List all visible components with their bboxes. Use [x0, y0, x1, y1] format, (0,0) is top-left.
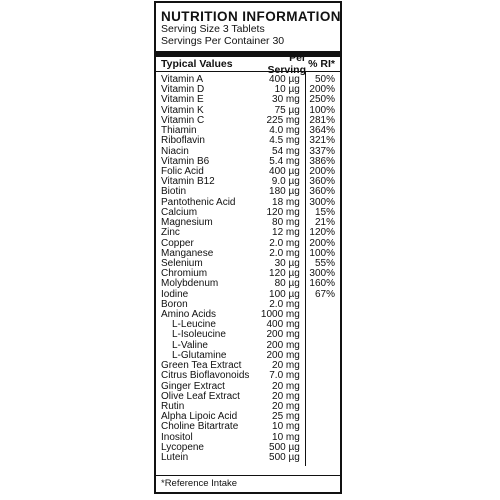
nutrient-name: Amino Acids — [161, 309, 217, 321]
nutrient-name: Copper — [161, 237, 194, 249]
nutrient-name: Iodine — [161, 288, 189, 300]
nutrient-amount: 2.0 mg — [269, 237, 300, 249]
nutrient-amount: 10 µg — [274, 84, 300, 96]
nutrient-amount: 10 mg — [272, 421, 300, 433]
nutrient-name: Vitamin K — [161, 104, 204, 116]
nutrient-ri: 200% — [309, 165, 335, 177]
table-row — [161, 136, 335, 146]
column-header-row — [161, 52, 335, 76]
nutrient-ri: 120% — [309, 227, 335, 239]
nutrient-amount: 20 mg — [272, 360, 300, 372]
nutrient-name: Folic Acid — [161, 165, 204, 177]
nutrient-name: Vitamin D — [161, 84, 205, 96]
nutrient-name: Pantothenic Acid — [161, 196, 236, 208]
nutrient-ri: 200% — [309, 84, 335, 96]
panel-title: NUTRITION INFORMATION — [161, 9, 341, 24]
header-divider — [156, 71, 340, 72]
nutrient-name: Vitamin B6 — [161, 155, 210, 167]
nutrient-amount: 120 mg — [266, 206, 300, 218]
nutrient-amount: 9.0 µg — [271, 176, 300, 188]
column-divider-ri — [305, 72, 306, 466]
nutrient-amount: 4.0 mg — [269, 125, 300, 137]
nutrient-amount: 5.4 mg — [269, 155, 300, 167]
footnote: *Reference Intake — [156, 475, 340, 492]
nutrient-name: Selenium — [161, 257, 203, 269]
nutrient-amount: 20 mg — [272, 380, 300, 392]
nutrient-name: Boron — [161, 298, 188, 310]
servings-per-container: Servings Per Container 30 — [161, 34, 285, 47]
nutrient-ri: 200% — [309, 237, 335, 249]
nutrient-name: Ginger Extract — [161, 380, 225, 392]
nutrient-amount: 12 mg — [272, 227, 300, 239]
nutrient-name: Vitamin B12 — [161, 176, 215, 188]
nutrient-amount: 200 mg — [266, 349, 300, 361]
nutrient-name: Riboflavin — [161, 135, 205, 147]
nutrient-name: Chromium — [161, 268, 208, 280]
nutrient-amount: 500 µg — [269, 452, 300, 464]
nutrient-name: Zinc — [161, 227, 180, 239]
nutrient-amount: 4.5 mg — [269, 135, 300, 147]
nutrient-name: Vitamin E — [161, 94, 204, 106]
nutrient-amount: 30 mg — [272, 94, 300, 106]
nutrient-name: Citrus Bioflavonoids — [161, 370, 250, 382]
nutrient-amount: 1000 mg — [260, 309, 300, 321]
nutrient-ri: 364% — [309, 125, 335, 137]
nutrient-ri: 55% — [314, 257, 335, 269]
nutrient-name: Vitamin A — [161, 74, 204, 85]
nutrient-name: Vitamin C — [161, 114, 205, 126]
nutrient-ri: 360% — [309, 176, 335, 188]
nutrient-amount: 225 mg — [266, 114, 300, 126]
nutrient-amount: 10 mg — [272, 431, 300, 443]
nutrient-amount: 18 mg — [272, 196, 300, 208]
nutrient-amount: 400 µg — [269, 165, 300, 177]
nutrient-amount: 500 µg — [269, 441, 300, 453]
nutrient-amount: 75 µg — [274, 104, 300, 116]
nutrient-amount: 400 mg — [266, 319, 300, 331]
nutrient-ri: 100% — [309, 104, 335, 116]
nutrient-ri: 300% — [309, 268, 335, 280]
nutrient-ri: 321% — [309, 135, 335, 147]
nutrient-name: Biotin — [161, 186, 187, 198]
nutrient-amount: 400 µg — [269, 74, 300, 85]
nutrient-amount: 80 µg — [274, 278, 300, 290]
nutrient-table — [161, 75, 335, 463]
nutrient-ri: 21% — [314, 217, 335, 229]
nutrient-amount: 25 mg — [272, 411, 300, 423]
nutrition-panel — [154, 1, 342, 494]
nutrient-name: L-Isoleucine — [172, 329, 226, 341]
nutrient-ri: 160% — [309, 278, 335, 290]
nutrient-ri: 50% — [314, 74, 335, 85]
nutrient-name: Lutein — [161, 452, 189, 464]
nutrient-ri: 67% — [314, 288, 335, 300]
table-row — [161, 392, 335, 402]
nutrient-amount: 100 µg — [269, 288, 300, 300]
nutrient-ri: 250% — [309, 94, 335, 106]
nutrient-name: Manganese — [161, 247, 214, 259]
nutrient-amount: 120 µg — [269, 268, 300, 280]
nutrient-amount: 7.0 mg — [269, 370, 300, 382]
nutrient-name: Niacin — [161, 145, 189, 157]
column-header-amount: Per Serving — [267, 52, 306, 76]
nutrient-name: L-Valine — [172, 339, 208, 351]
nutrient-amount: 200 mg — [266, 329, 300, 341]
nutrient-name: Rutin — [161, 401, 185, 412]
column-header-name: Typical Values — [161, 58, 233, 70]
nutrient-name: L-Leucine — [172, 319, 216, 331]
nutrient-ri: 337% — [309, 145, 335, 157]
nutrient-amount: 80 mg — [272, 217, 300, 229]
nutrient-amount: 20 mg — [272, 390, 300, 402]
nutrient-name: Magnesium — [161, 217, 213, 229]
nutrient-ri: 360% — [309, 186, 335, 198]
nutrient-amount: 20 mg — [272, 401, 300, 412]
nutrient-name: L-Glutamine — [172, 349, 227, 361]
nutrient-amount: 2.0 mg — [269, 247, 300, 259]
nutrient-amount: 30 µg — [274, 257, 300, 269]
nutrient-amount: 200 mg — [266, 339, 300, 351]
nutrient-name: Green Tea Extract — [161, 360, 242, 372]
nutrient-ri: 386% — [309, 155, 335, 167]
nutrient-name: Olive Leaf Extract — [161, 390, 240, 402]
nutrient-name: Inositol — [161, 431, 193, 443]
nutrient-ri: 300% — [309, 196, 335, 208]
column-header-ri: % RI* — [308, 58, 335, 70]
table-row — [161, 228, 335, 238]
nutrient-amount: 180 µg — [269, 186, 300, 198]
nutrient-name: Calcium — [161, 206, 198, 218]
nutrient-ri: 15% — [314, 206, 335, 218]
nutrient-name: Choline Bitartrate — [161, 421, 239, 433]
nutrient-name: Thiamin — [161, 125, 197, 137]
nutrient-name: Alpha Lipoic Acid — [161, 411, 238, 423]
nutrient-name: Lycopene — [161, 441, 204, 453]
nutrient-name: Molybdenum — [161, 278, 219, 290]
nutrient-ri: 281% — [309, 114, 335, 126]
nutrient-ri: 100% — [309, 247, 335, 259]
nutrient-amount: 54 mg — [272, 145, 300, 157]
serving-size: Serving Size 3 Tablets — [161, 23, 265, 35]
table-row — [161, 453, 335, 463]
nutrient-amount: 2.0 mg — [269, 298, 300, 310]
